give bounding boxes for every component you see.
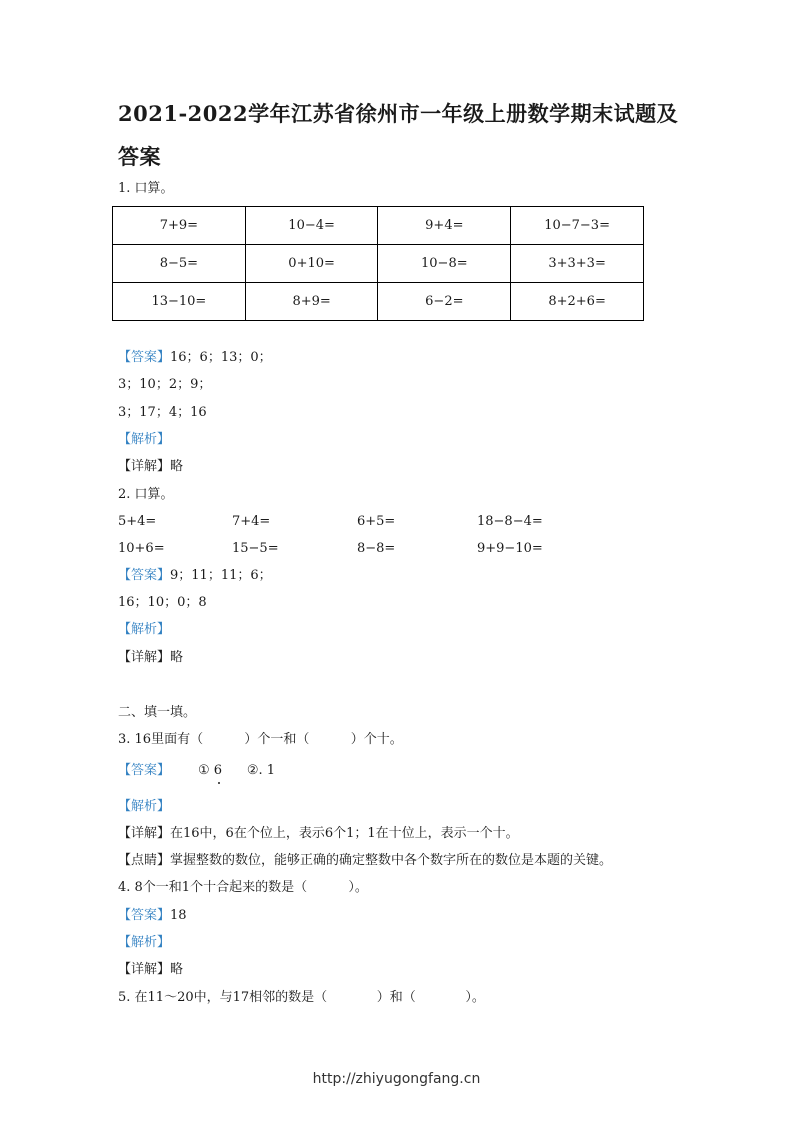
table-cell: 10−8= xyxy=(378,245,511,283)
q3-analysis-tag: 【解析】 xyxy=(118,799,171,814)
table-cell: 8−5= xyxy=(113,245,246,283)
footer-url[interactable]: http://zhiyugongfang.cn xyxy=(312,1071,481,1087)
q1-answer-2: 3；10；2；9； xyxy=(118,377,212,392)
table-cell: 6−2= xyxy=(378,283,511,321)
page-title: 2021-2022学年江苏省徐州市一年级上册数学期末试题及答案 xyxy=(118,101,679,169)
section-heading: 二、填一填。 xyxy=(118,705,197,720)
q1-answer-1: 16；6；13；0； xyxy=(170,350,272,365)
stray-dot xyxy=(218,782,220,784)
table-cell: 8+2+6= xyxy=(511,283,644,321)
q2-item: 15−5= xyxy=(232,541,279,556)
q2-analysis-tag: 【解析】 xyxy=(118,622,171,637)
q4-answer-line xyxy=(118,907,187,925)
detail-tag: 【详解】 xyxy=(118,459,171,474)
q3-answer-line xyxy=(118,762,275,780)
q2-item: 8−8= xyxy=(357,541,396,556)
q2-label: 2. 口算。 xyxy=(118,487,174,502)
q2-item: 5+4= xyxy=(118,514,157,529)
q2-item: 7+4= xyxy=(232,514,271,529)
q3-answer: ① 6 ②. 1 xyxy=(198,763,276,778)
q2-detail: 略 xyxy=(170,650,184,665)
q3-label: 3. 16里面有（ ）个一和（ ）个十。 xyxy=(118,732,403,747)
table-cell: 7+9= xyxy=(113,207,246,245)
q2-answer-2: 16；10；0；8 xyxy=(118,595,207,610)
table-row xyxy=(113,207,644,245)
table-row xyxy=(113,283,644,321)
q3-comment: 掌握整数的数位，能够正确的确定整数中各个数字所在的数位是本题的关键。 xyxy=(170,853,613,868)
q3-comment-line xyxy=(118,852,612,870)
q4-detail-line xyxy=(118,961,183,979)
q1-oral-table xyxy=(112,206,644,321)
table-cell: 0+10= xyxy=(245,245,378,283)
detail-tag: 【详解】 xyxy=(118,650,171,665)
q2-item: 10+6= xyxy=(118,541,165,556)
table-row xyxy=(113,245,644,283)
q2-item: 18−8−4= xyxy=(477,514,543,529)
q1-analysis-tag: 【解析】 xyxy=(118,432,171,447)
answer-tag: 【答案】 xyxy=(118,568,171,583)
q4-label: 4. 8个一和1个十合起来的数是（ ）。 xyxy=(118,880,368,895)
table-cell: 10−4= xyxy=(245,207,378,245)
q1-answer-3: 3；17；4；16 xyxy=(118,405,207,420)
q1-answer-line xyxy=(118,349,272,367)
q2-detail-line xyxy=(118,649,183,667)
comment-tag: 【点睛】 xyxy=(118,853,171,868)
detail-tag: 【详解】 xyxy=(118,826,171,841)
table-cell: 13−10= xyxy=(113,283,246,321)
detail-tag: 【详解】 xyxy=(118,962,171,977)
answer-tag: 【答案】 xyxy=(118,763,171,778)
table-cell: 8+9= xyxy=(245,283,378,321)
q2-answer-1: 9；11；11；6； xyxy=(170,568,272,583)
q2-answer-line xyxy=(118,567,272,585)
table-cell: 10−7−3= xyxy=(511,207,644,245)
q1-detail: 略 xyxy=(170,459,184,474)
table-cell: 3+3+3= xyxy=(511,245,644,283)
q4-analysis-tag: 【解析】 xyxy=(118,935,171,950)
q2-item: 9+9−10= xyxy=(477,541,543,556)
table-cell: 9+4= xyxy=(378,207,511,245)
answer-tag: 【答案】 xyxy=(118,350,171,365)
answer-tag: 【答案】 xyxy=(118,908,171,923)
q1-label: 1. 口算。 xyxy=(118,181,174,196)
q2-item: 6+5= xyxy=(357,514,396,529)
q3-detail: 在16中，6在个位上，表示6个1；1在十位上，表示一个十。 xyxy=(170,826,519,841)
q1-detail-line xyxy=(118,458,183,476)
q4-detail: 略 xyxy=(170,962,184,977)
q5-label: 5. 在11～20中，与17相邻的数是（ ）和（ ）。 xyxy=(118,990,485,1005)
q4-answer: 18 xyxy=(170,908,187,923)
q3-detail-line xyxy=(118,825,519,843)
